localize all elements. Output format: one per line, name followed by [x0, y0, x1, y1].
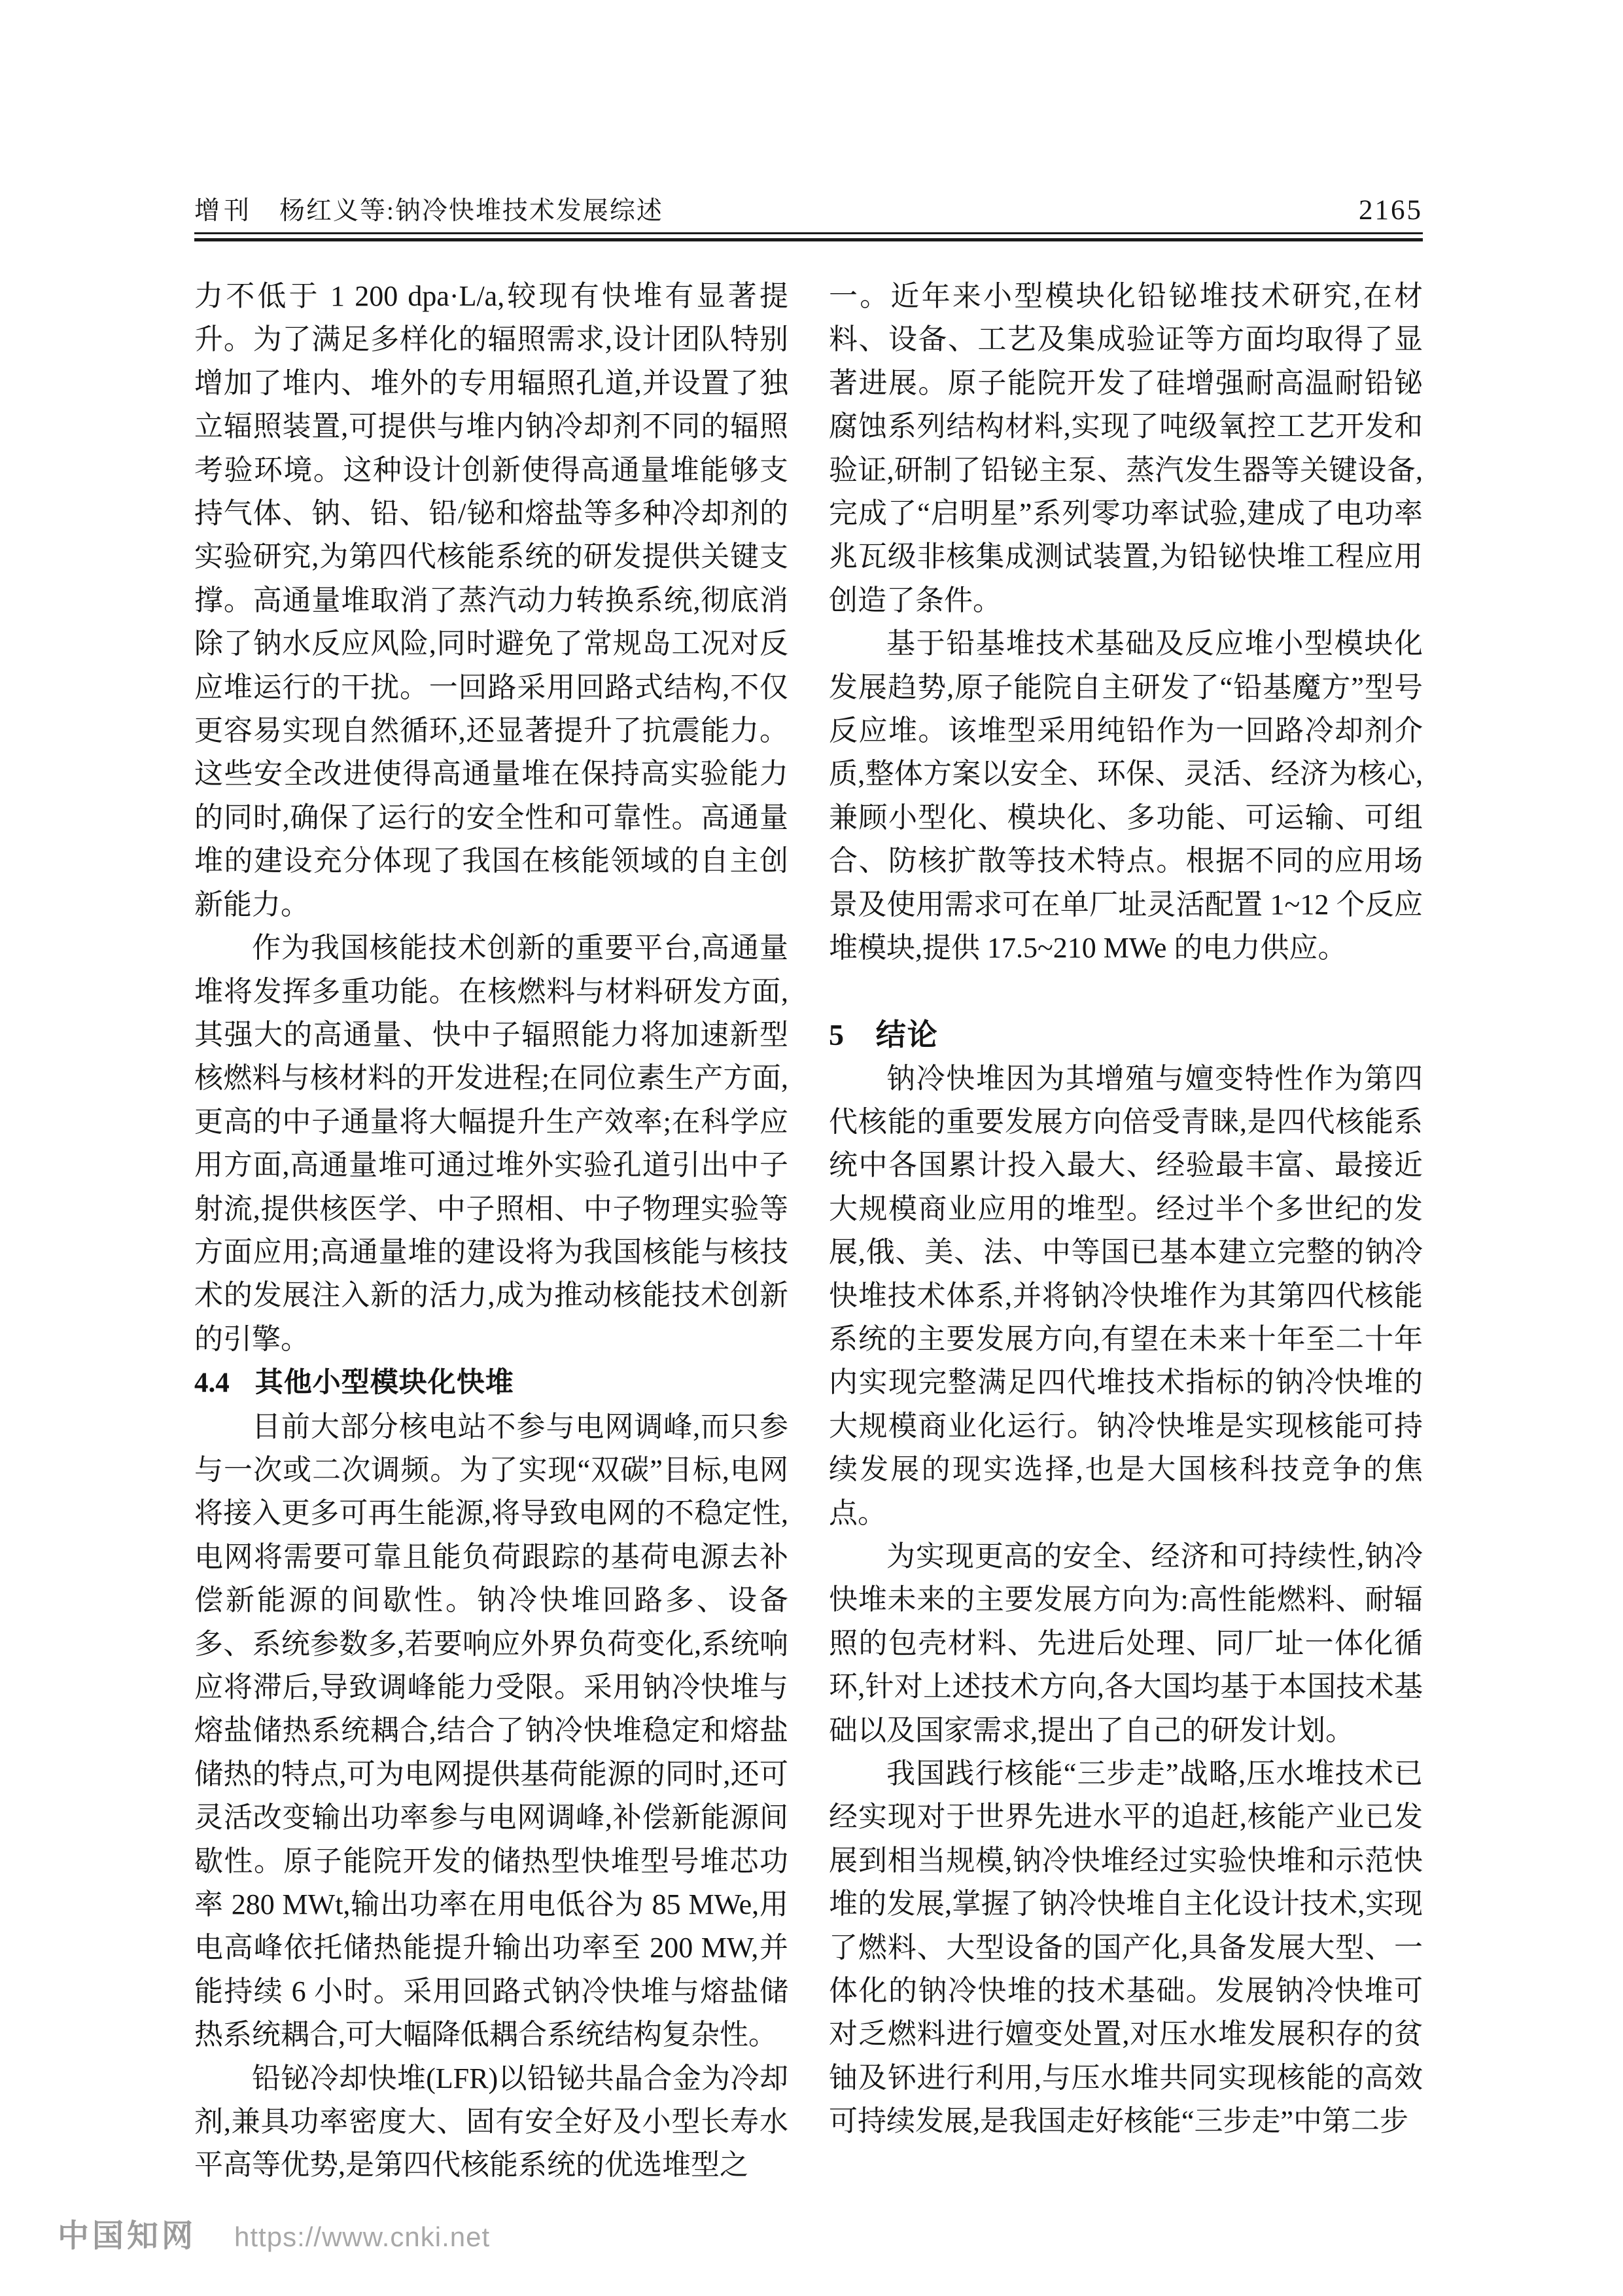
header-double-rule	[194, 232, 1423, 241]
cnki-footer	[58, 2210, 490, 2255]
article-body	[194, 275, 1423, 2187]
page-header	[194, 195, 1423, 226]
running-title: 杨红义等:钠冷快堆技术发展综述	[279, 197, 663, 225]
paragraph: 一。近年来小型模块化铅铋堆技术研究,在材料、设备、工艺及集成验证等方面均取得了显著进展。原子能院开发了硅增强耐高温耐铅铋腐蚀系列结构材料,实现了吨级氧控工艺开发和验证,研制了铅铋主泵、蒸汽发生器等关键设备,完成了“启明星”系列零功率试验,建成了电功率兆瓦级非核集成测试装置,为铅铋快堆工程应用创造了条件。	[829, 280, 1423, 616]
paragraph: 目前大部分核电站不参与电网调峰,而只参与一次或二次调频。为了实现“双碳”目标,电网将接入更多可再生能源,将导致电网的不稳定性,电网将需要可靠且能负荷跟踪的基荷电源去补偿新能源的间歇性。钠冷快堆回路多、设备多、系统参数多,若要响应外界负荷变化,系统响应将滞后,导致调峰能力受限。采用钠冷快堆与熔盐储热系统耦合,结合了钠冷快堆稳定和熔盐储热的特点,可为电网提供基荷能源的同时,还可灵活改变输出功率参与电网调峰,补偿新能源间歇性。原子能院开发的储热型快堆型号堆芯功率 280 MWt,输出功率在用电低谷为 85 MWe,用电高峰依托储热能提升输出功率至 200 MW,并能持续 6 小时。采用回路式钠冷快堆与熔盐储热系统耦合,可大幅降低耦合系统结构复杂性。	[194, 1410, 788, 2051]
paragraph: 我国践行核能“三步走”战略,压水堆技术已经实现对于世界先进水平的追赶,核能产业已发展到相当规模,钠冷快堆经过实验快堆和示范快堆的发展,掌握了钠冷快堆自主化设计技术,实现了燃料、大型设备的国产化,具备发展大型、一体化的钠冷快堆的技术基础。发展钠冷快堆可对乏燃料进行嬗变处置,对压水堆发展积存的贫铀及钚进行利用,与压水堆共同实现核能的高效可持续发展,是我国走好核能“三步走”中第二步	[829, 1757, 1423, 2138]
page-number: 2165	[1359, 195, 1423, 226]
cnki-url: https://www.cnki.net	[234, 2221, 491, 2252]
left-column	[194, 275, 788, 2187]
paragraph: 基于铅基堆技术基础及反应堆小型模块化发展趋势,原子能院自主研发了“铅基魔方”型号反应堆。该堆型采用纯铅作为一回路冷却剂介质,整体方案以安全、环保、灵活、经济为核心,兼顾小型化、模块化、多功能、可运输、可组合、防核扩散等技术特点。根据不同的应用场景及使用需求可在单厂址灵活配置 1~12 个反应堆模块,提供 17.5~210 MWe 的电力供应。	[829, 627, 1423, 964]
paragraph: 力不低于 1 200 dpa·L/a,较现有快堆有显著提升。为了满足多样化的辐照需求,设计团队特别增加了堆内、堆外的专用辐照孔道,并设置了独立辐照装置,可提供与堆内钠冷却剂不同的辐照考验环境。这种设计创新使得高通量堆能够支持气体、钠、铅、铅/铋和熔盐等多种冷却剂的实验研究,为第四代核能系统的研发提供关键支撑。高通量堆取消了蒸汽动力转换系统,彻底消除了钠水反应风险,同时避免了常规岛工况对反应堆运行的干扰。一回路采用回路式结构,不仅更容易实现自然循环,还显著提升了抗震能力。这些安全改进使得高通量堆在保持高实验能力的同时,确保了运行的安全性和可靠性。高通量堆的建设充分体现了我国在核能领域的自主创新能力。	[194, 280, 788, 921]
right-column	[829, 275, 1423, 2187]
paragraph: 作为我国核能技术创新的重要平台,高通量堆将发挥多重功能。在核燃料与材料研发方面,其强大的高通量、快中子辐照能力将加速新型核燃料与核材料的开发进程;在同位素生产方面,更高的中子通量将大幅提升生产效率;在科学应用方面,高通量堆可通过堆外实验孔道引出中子射流,提供核医学、中子照相、中子物理实验等方面应用;高通量堆的建设将为我国核能与核技术的发展注入新的活力,成为推动核能技术创新的引擎。	[194, 932, 788, 1355]
paragraph: 钠冷快堆因为其增殖与嬗变特性作为第四代核能的重要发展方向倍受青睐,是四代核能系统中各国累计投入最大、经验最丰富、最接近大规模商业应用的堆型。经过半个多世纪的发展,俄、美、法、中等国已基本建立完整的钠冷快堆技术体系,并将钠冷快堆作为其第四代核能系统的主要发展方向,有望在未来十年至二十年内实现完整满足四代堆技术指标的钠冷快堆的大规模商业化运行。钠冷快堆是实现核能可持续发展的现实选择,也是大国核科技竞争的焦点。	[829, 1062, 1423, 1529]
section-heading-4-4	[194, 1361, 788, 1405]
section-title: 其他小型模块化快堆	[254, 1367, 514, 1399]
section-number: 4.4	[194, 1368, 230, 1399]
issue-label: 增刊	[194, 197, 254, 225]
paragraph: 为实现更高的安全、经济和可持续性,钠冷快堆未来的主要发展方向为:高性能燃料、耐辐照的包壳材料、先进后处理、同厂址一体化循环,针对上述技术方向,各大国均基于本国技术基础以及国家需求,提出了自己的研发计划。	[829, 1540, 1423, 1746]
section-title: 结论	[875, 1017, 939, 1051]
section-number: 5	[829, 1017, 844, 1051]
section-heading-5	[829, 1012, 1423, 1057]
paragraph: 铅铋冷却快堆(LFR)以铅铋共晶合金为冷却剂,兼具功率密度大、固有安全好及小型长寿水平高等优势,是第四代核能系统的优选堆型之	[194, 2062, 788, 2181]
cnki-logo-text: 中国知网	[58, 2219, 197, 2253]
